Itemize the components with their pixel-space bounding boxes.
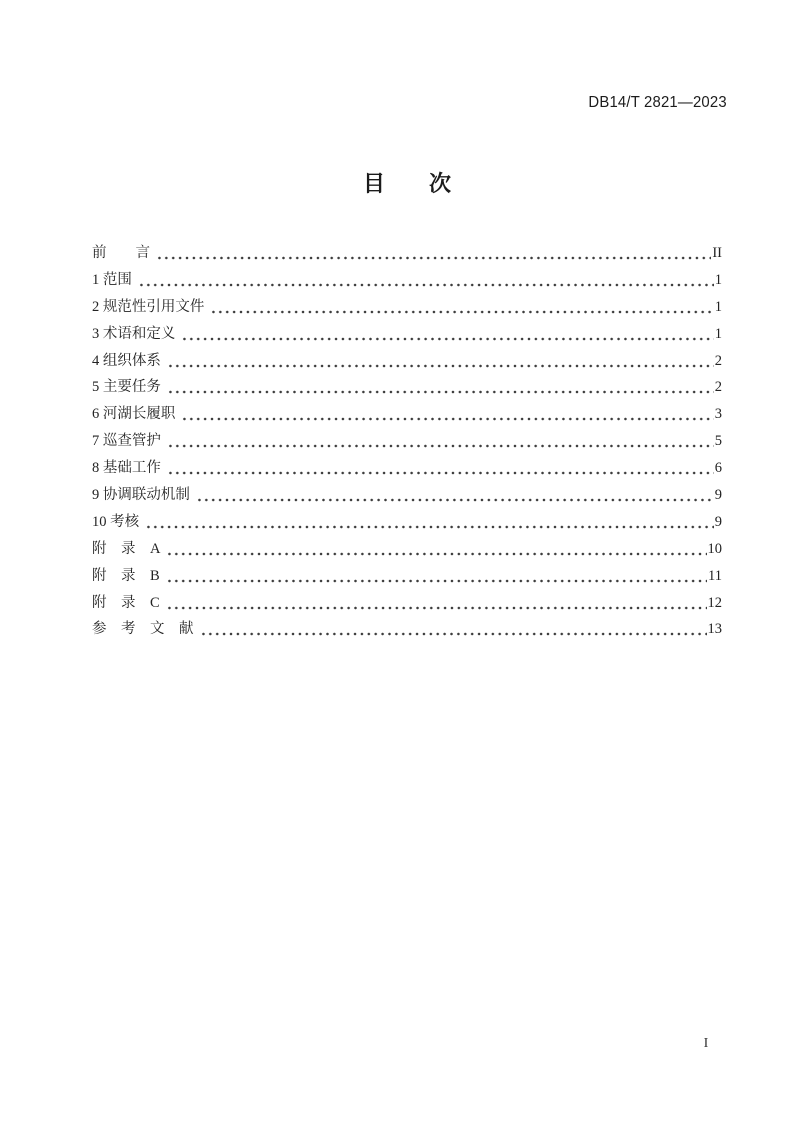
toc-entry-page: 6 [714,460,722,477]
toc-entry-page: 2 [714,379,722,396]
toc-entry-page: 1 [714,271,722,288]
toc-entry [92,455,722,482]
toc-entry [92,428,722,455]
toc-entry-label: 6 河湖长履职 [92,406,176,423]
toc-dot-leader [166,563,707,590]
toc-entry-label: 8 基础工作 [92,460,161,477]
toc-dot-leader [210,294,713,321]
toc-entry-label: 3 术语和定义 [92,325,176,342]
toc-entry [92,509,722,536]
toc-entry-label: 2 规范性引用文件 [92,298,205,315]
toc-entry-label: 5 主要任务 [92,379,161,396]
toc-entry-page: 13 [707,621,722,638]
toc-entry-page: II [712,245,722,261]
toc-dot-leader [167,455,714,482]
toc-dot-leader [156,240,711,267]
toc-dot-leader [145,509,714,536]
toc-dot-leader [167,428,714,455]
toc-entry [92,401,722,428]
toc-entry-page: 9 [714,513,722,530]
toc-entry-page: 2 [714,352,722,369]
toc-dot-leader [166,590,707,617]
toc-entry-label: 参 考 文 献 [92,621,194,638]
toc-entry-label: 7 巡查管护 [92,433,161,450]
toc-entry [92,536,722,563]
toc-entry-label: 1 范围 [92,271,132,288]
toc-entry [92,616,722,643]
toc-dot-leader [181,401,713,428]
page-title: 目 次 [362,171,451,196]
toc-dot-leader [167,374,714,401]
toc-entry [92,294,722,321]
toc-entry-page: 3 [714,406,722,423]
toc-dot-leader [167,348,714,375]
toc-dot-leader [166,536,706,563]
toc-entry [92,563,722,590]
toc-entry [92,267,722,294]
toc-entry [92,240,722,267]
toc-entry-label: 附 录 A [92,540,161,557]
toc-entry-page: 11 [708,567,722,584]
toc-dot-leader [181,321,713,348]
toc-entry [92,321,722,348]
toc-entry-page: 12 [707,594,722,611]
toc-dot-leader [196,482,714,509]
toc-entry-label: 9 协调联动机制 [92,487,190,504]
table-of-contents [92,240,722,643]
toc-entry-page: 1 [714,298,722,315]
toc-entry-label: 10 考核 [92,513,140,530]
toc-entry-label: 4 组织体系 [92,352,161,369]
toc-entry-label: 前 言 [92,245,150,261]
toc-dot-leader [138,267,714,294]
toc-dot-leader [200,616,707,643]
toc-entry [92,590,722,617]
toc-entry-page: 1 [714,325,722,342]
toc-entry-page: 5 [714,433,722,450]
toc-entry [92,374,722,401]
toc-entry-label: 附 录 B [92,567,160,584]
toc-entry-label: 附 录 C [92,594,160,611]
standard-code: DB14/T 2821—2023 [588,94,727,111]
toc-entry-page: 10 [707,540,722,557]
toc-entry [92,482,722,509]
toc-entry [92,348,722,375]
toc-entry-page: 9 [714,487,722,504]
footer-page-number: I [703,1036,709,1051]
